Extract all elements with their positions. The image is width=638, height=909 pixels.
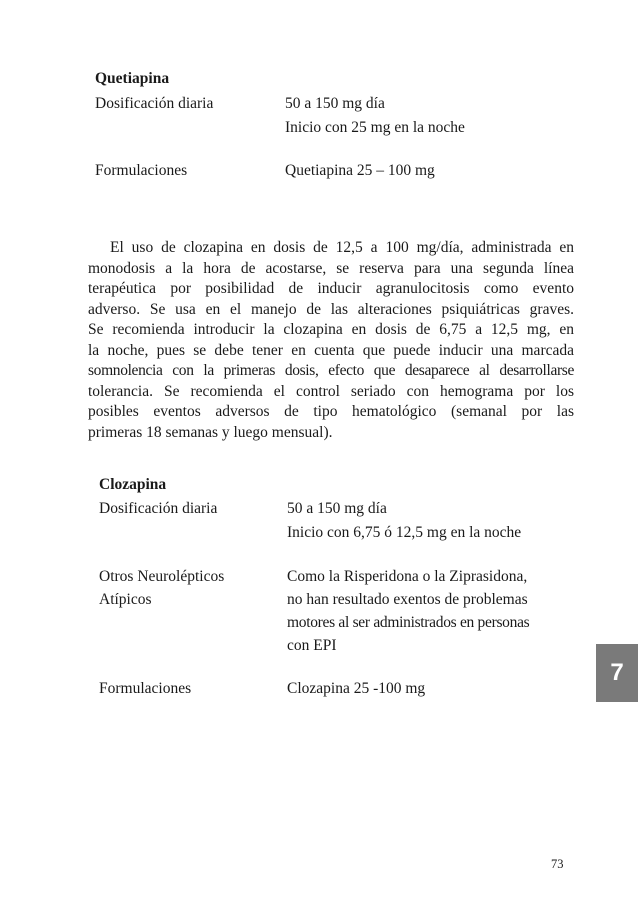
paragraph-line: adverso. Se usa en el manejo de las alteraciones psiquiátricas graves.	[88, 300, 574, 318]
paragraph-line: terapéutica por posibilidad de inducir agranulocitosis como evento	[88, 280, 574, 297]
paragraph-line: tolerancia. Se recomienda el control seriado con hemograma por los	[88, 382, 574, 400]
atypical-value-line: Como la Risperidona o la Ziprasidona,	[287, 568, 528, 585]
quetiapina-formulations-label: Formulaciones	[95, 162, 188, 179]
quetiapina-dosage-start: Inicio con 25 mg en la noche	[285, 119, 465, 136]
clozapina-dosage-value: 50 a 150 mg día	[287, 500, 387, 517]
paragraph-line: la noche, pues se debe tener en cuenta que puede inducir una marcada	[88, 341, 574, 359]
paragraph-line: primeras 18 semanas y luego mensual).	[88, 423, 333, 441]
quetiapina-dosage-label: Dosificación diaria	[95, 95, 214, 112]
clozapine-paragraph	[88, 238, 574, 443]
clozapina-formulations-value: Clozapina 25 -100 mg	[287, 680, 426, 697]
paragraph-line: monodosis a la hora de acostarse, se reserva para una segunda línea	[88, 259, 574, 277]
paragraph-line: posibles eventos adversos de tipo hematológico (semanal por las	[88, 403, 574, 420]
atypical-label-line2: Atípicos	[99, 591, 152, 608]
atypical-value-line: motores al ser administrados en personas	[287, 614, 530, 631]
clozapina-formulations-label: Formulaciones	[99, 680, 192, 697]
chapter-tab: 7	[596, 644, 638, 702]
page-number: 73	[551, 857, 564, 871]
atypical-value-line: con EPI	[287, 637, 337, 654]
atypical-label-line1: Otros Neurolépticos	[99, 568, 225, 585]
clozapina-dosage-label: Dosificación diaria	[99, 500, 218, 517]
paragraph-line: Se recomienda introducir la clozapina en dosis de 6,75 a 12,5 mg, en	[88, 321, 574, 338]
quetiapina-dosage-value: 50 a 150 mg día	[285, 95, 385, 112]
paragraph-line: somnolencia con la primeras dosis, efecto que desaparece al desarrollarse	[88, 362, 574, 379]
clozapina-heading: Clozapina	[99, 476, 167, 493]
paragraph-line: El uso de clozapina en dosis de 12,5 a 100 mg/día, administrada en	[110, 239, 574, 256]
clozapina-dosage-start: Inicio con 6,75 ó 12,5 mg en la noche	[287, 524, 522, 541]
atypical-value-line: no han resultado exentos de problemas	[287, 591, 528, 608]
quetiapina-heading: Quetiapina	[95, 70, 170, 87]
quetiapina-formulations-value: Quetiapina 25 – 100 mg	[285, 162, 435, 179]
